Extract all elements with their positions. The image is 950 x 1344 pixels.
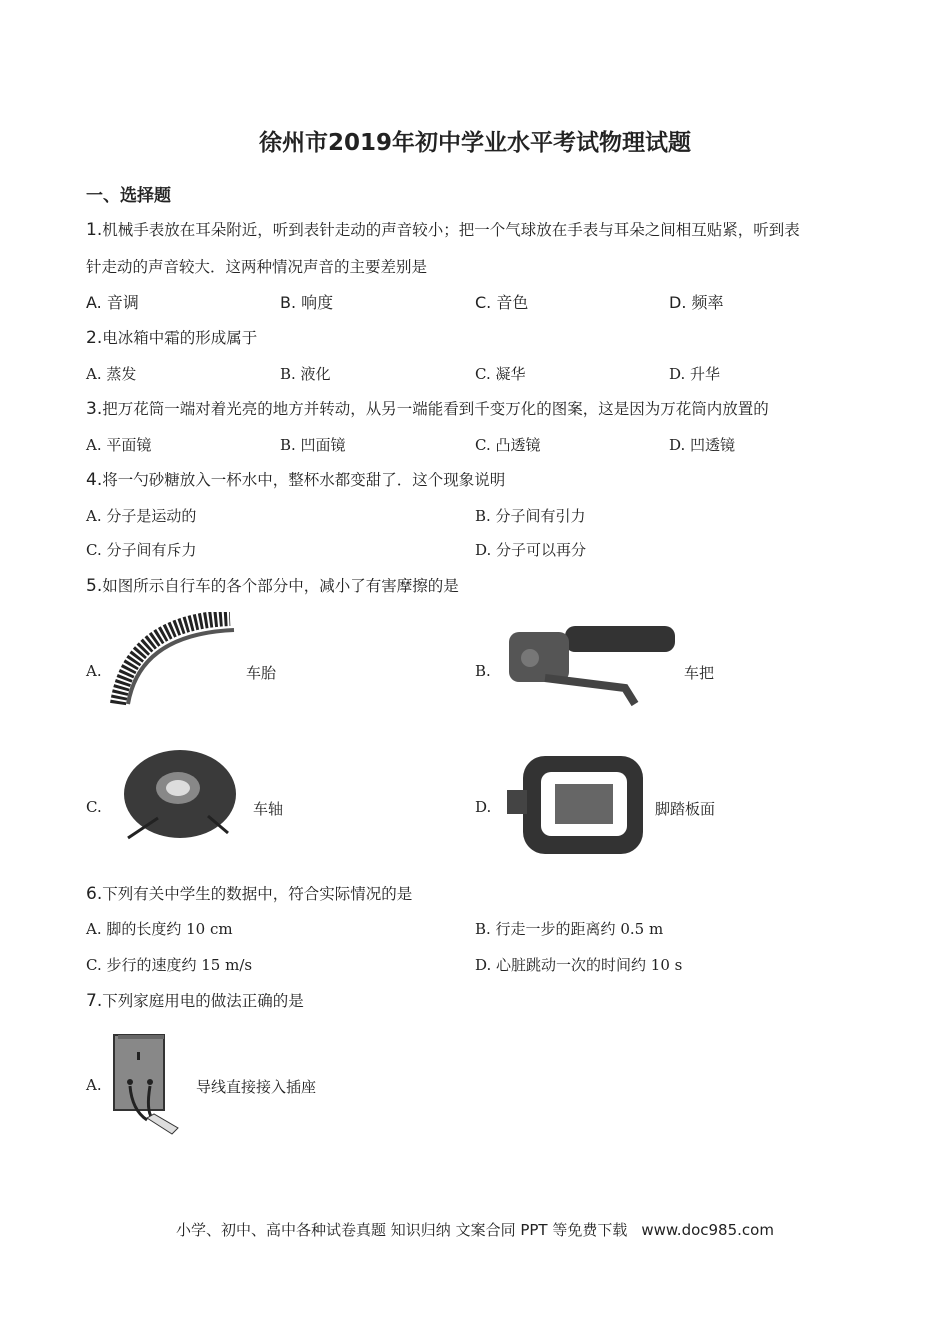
question-1-line2: 针走动的声音较大．这两种情况声音的主要差别是 xyxy=(86,258,428,276)
option-a: A. 音调 xyxy=(86,293,139,312)
question-text: 下列家庭用电的做法正确的是 xyxy=(102,992,304,1010)
option-b-label: 车把 xyxy=(684,664,715,682)
question-5 xyxy=(86,574,459,596)
footer-text: 小学、初中、高中各种试卷真题 知识归纳 文案合同 PPT 等免费下载 xyxy=(176,1221,628,1239)
section-heading: 一、选择题 xyxy=(86,186,171,206)
option-c: C. 步行的速度约 15 m/s xyxy=(86,956,253,974)
option-b: B. 液化 xyxy=(280,365,331,383)
tire-image xyxy=(110,612,240,707)
question-text: 下列有关中学生的数据中，符合实际情况的是 xyxy=(102,885,413,903)
option-c-letter: C. xyxy=(86,798,102,816)
option-a-label: 车胎 xyxy=(246,664,277,682)
question-text: 把万花筒一端对着光亮的地方并转动，从另一端能看到千变万化的图案，这是因为万花筒内放置的 xyxy=(102,400,769,418)
option-d-label: 脚踏板面 xyxy=(655,800,716,818)
option-a: A. 脚的长度约 10 cm xyxy=(86,920,233,938)
socket-image xyxy=(102,1030,192,1135)
question-4 xyxy=(86,468,505,490)
option-d: D. 频率 xyxy=(669,293,724,312)
option-c-label: 车轴 xyxy=(253,800,284,818)
option-c: C. 凝华 xyxy=(475,365,526,383)
axle-image xyxy=(118,738,248,850)
option-d: D. 升华 xyxy=(669,365,721,383)
option-b: B. 凹面镜 xyxy=(280,436,346,454)
handlebar-image xyxy=(505,618,680,710)
option-d: D. 心脏跳动一次的时间约 10 s xyxy=(475,956,683,974)
footer xyxy=(0,1219,950,1240)
question-number: 7. xyxy=(86,991,103,1011)
option-d: D. 分子可以再分 xyxy=(475,541,587,559)
option-a-letter: A. xyxy=(86,1076,102,1094)
option-d-letter: D. xyxy=(475,798,492,816)
option-b-letter: B. xyxy=(475,662,491,680)
question-6 xyxy=(86,882,412,904)
option-c: C. 凸透镜 xyxy=(475,436,541,454)
question-7 xyxy=(86,989,304,1011)
option-b: B. 分子间有引力 xyxy=(475,507,586,525)
question-text: 将一勺砂糖放入一杯水中，整杯水都变甜了．这个现象说明 xyxy=(102,471,506,489)
question-number: 1. xyxy=(86,220,103,240)
question-number: 6. xyxy=(86,884,103,904)
question-number: 3. xyxy=(86,399,103,419)
page-title: 徐州市2019年初中学业水平考试物理试题 xyxy=(258,130,691,156)
option-d: D. 凹透镜 xyxy=(669,436,736,454)
pedal-image xyxy=(505,750,650,860)
question-text: 机械手表放在耳朵附近，听到表针走动的声音较小；把一个气球放在手表与耳朵之间相互贴紧，听到表 xyxy=(102,221,800,239)
question-number: 5. xyxy=(86,576,103,596)
option-a-letter: A. xyxy=(86,662,102,680)
question-number: 2. xyxy=(86,328,103,348)
option-b: B. 响度 xyxy=(280,293,334,312)
question-text: 电冰箱中霜的形成属于 xyxy=(102,329,258,347)
question-1 xyxy=(86,218,800,240)
question-number: 4. xyxy=(86,470,103,490)
option-c: C. 音色 xyxy=(475,293,529,312)
question-text: 如图所示自行车的各个部分中，减小了有害摩擦的是 xyxy=(102,577,459,595)
option-a-label: 导线直接接入插座 xyxy=(196,1078,317,1096)
question-3 xyxy=(86,397,769,419)
option-a: A. 分子是运动的 xyxy=(86,507,197,525)
option-a: A. 蒸发 xyxy=(86,365,137,383)
option-c: C. 分子间有斥力 xyxy=(86,541,197,559)
option-b: B. 行走一步的距离约 0.5 m xyxy=(475,920,664,938)
footer-url-link[interactable]: www.doc985.com xyxy=(641,1221,774,1239)
option-a: A. 平面镜 xyxy=(86,436,152,454)
question-2 xyxy=(86,326,257,348)
